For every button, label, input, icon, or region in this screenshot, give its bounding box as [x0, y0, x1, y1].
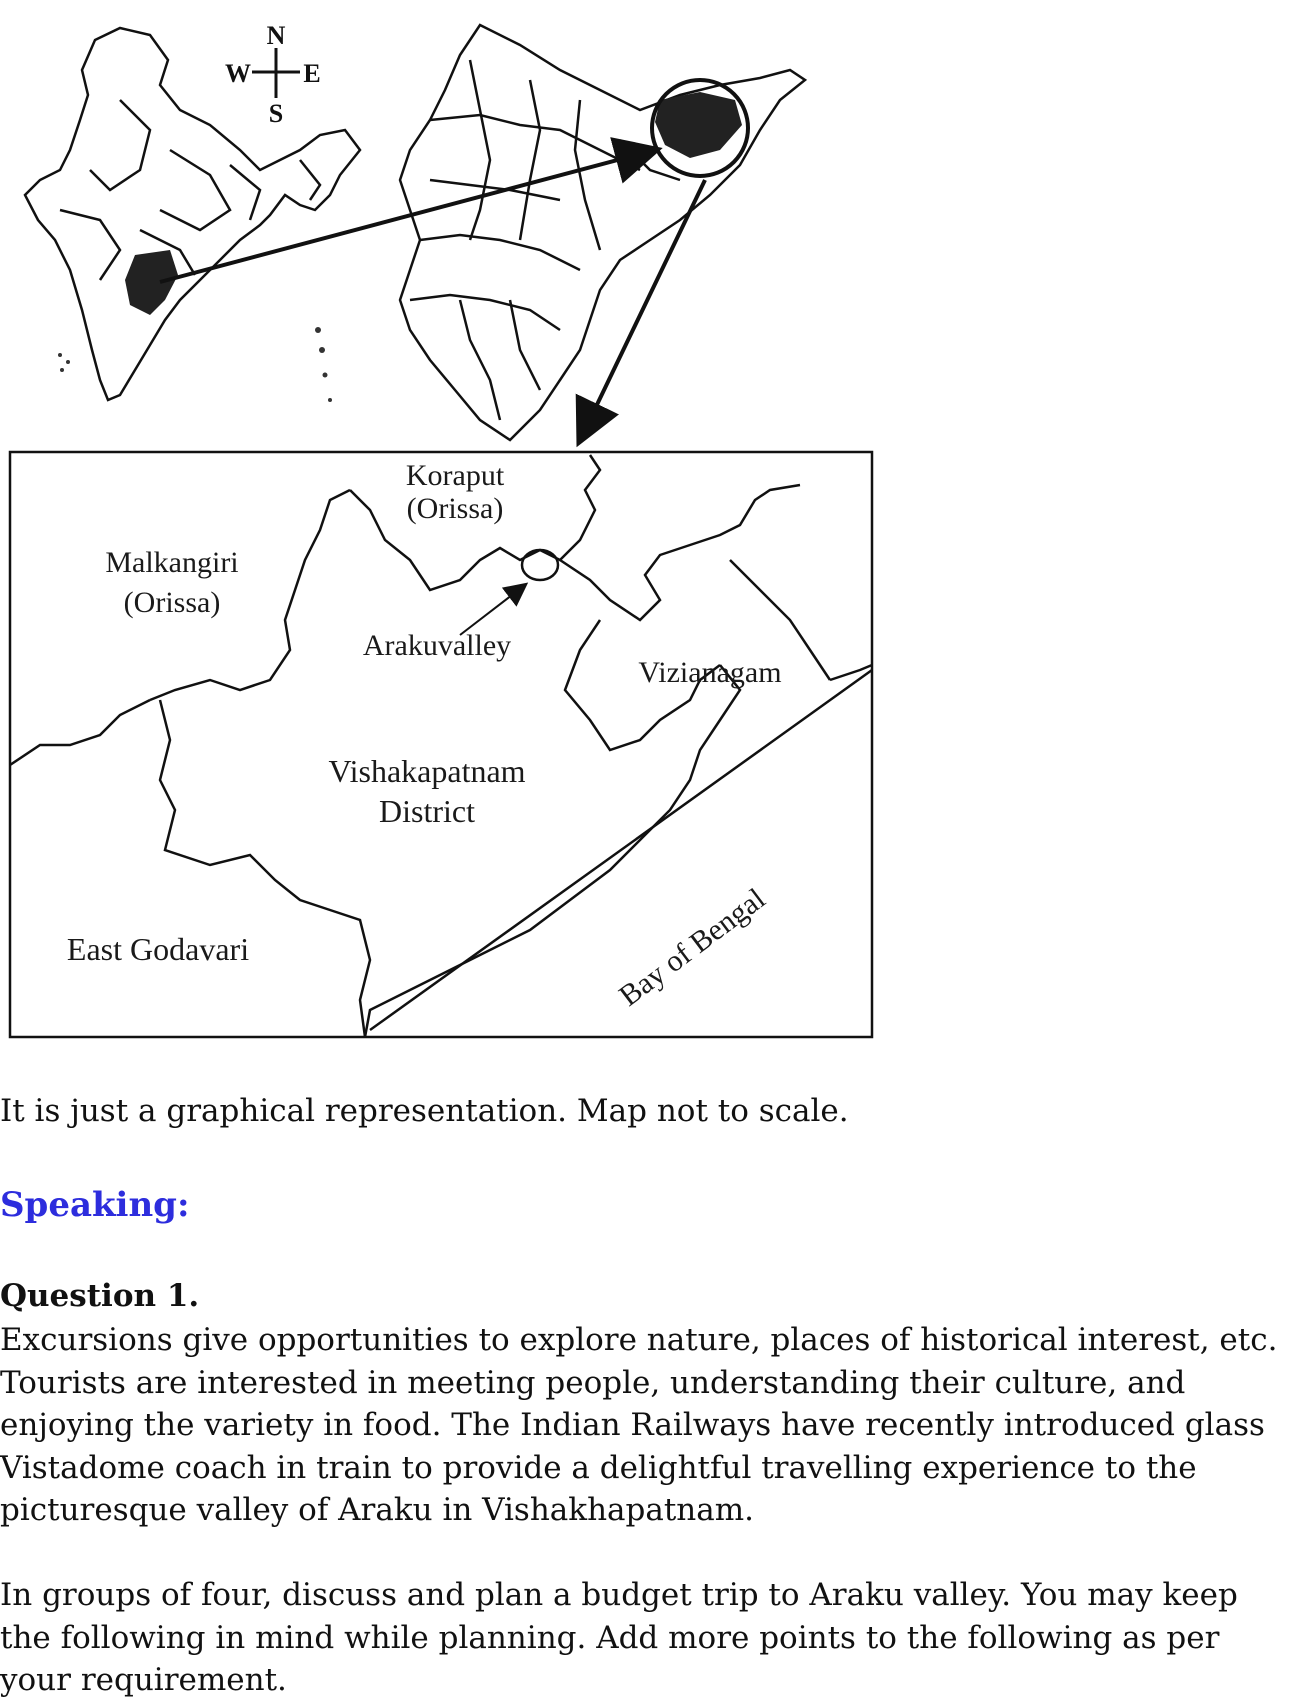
island-dots	[58, 327, 332, 402]
label-district-line2: District	[379, 793, 475, 829]
arakuvalley-marker	[522, 550, 558, 580]
arrow-state-to-inset	[580, 180, 705, 440]
label-arakuvalley: Arakuvalley	[362, 629, 512, 662]
label-koraput: Koraput	[405, 459, 505, 492]
section-heading: Speaking:	[0, 1185, 190, 1225]
label-vizianagam: Vizianagam	[638, 656, 782, 689]
compass-north: N	[266, 21, 286, 50]
andhra-highlight-india	[125, 250, 178, 315]
label-east-godavari: East Godavari	[66, 931, 250, 967]
label-malkangiri: Malkangiri	[105, 546, 239, 579]
location-map-figure	[0, 0, 880, 1045]
label-malkangiri-state: (Orissa)	[123, 586, 221, 619]
map-caption: It is just a graphical representation. Map not to scale.	[0, 1093, 849, 1129]
vishakapatnam-highlight-state	[655, 92, 742, 158]
compass-east: E	[303, 59, 321, 88]
coastline-bay	[370, 670, 872, 1030]
arakuvalley-pointer	[460, 585, 525, 635]
state-map	[400, 25, 805, 440]
compass-west: W	[225, 59, 251, 88]
question-paragraph-1: Excursions give opportunities to explore nature, places of historical interest, etc. Tourists are interested in meeting people, understanding their culture, and enjoying the variety in food. The Indian Railways have recently introduced glass Vistadome coach in train to provide a delightful travelling experience to the picturesque valley of Araku in Vishakhapatnam.	[0, 1322, 1278, 1528]
question-paragraph-2: In groups of four, discuss and plan a budget trip to Araku valley. You may keep the following in mind while planning. Add more points to the following as per your requirement.	[0, 1577, 1238, 1698]
label-koraput-state: (Orissa)	[406, 492, 504, 525]
compass-rose	[225, 21, 321, 128]
compass-south: S	[268, 99, 284, 128]
label-district-line1: Vishakapatnam	[328, 753, 526, 789]
question-title: Question 1.	[0, 1278, 200, 1314]
label-bay-of-bengal: Bay of Bengal	[613, 882, 772, 1013]
